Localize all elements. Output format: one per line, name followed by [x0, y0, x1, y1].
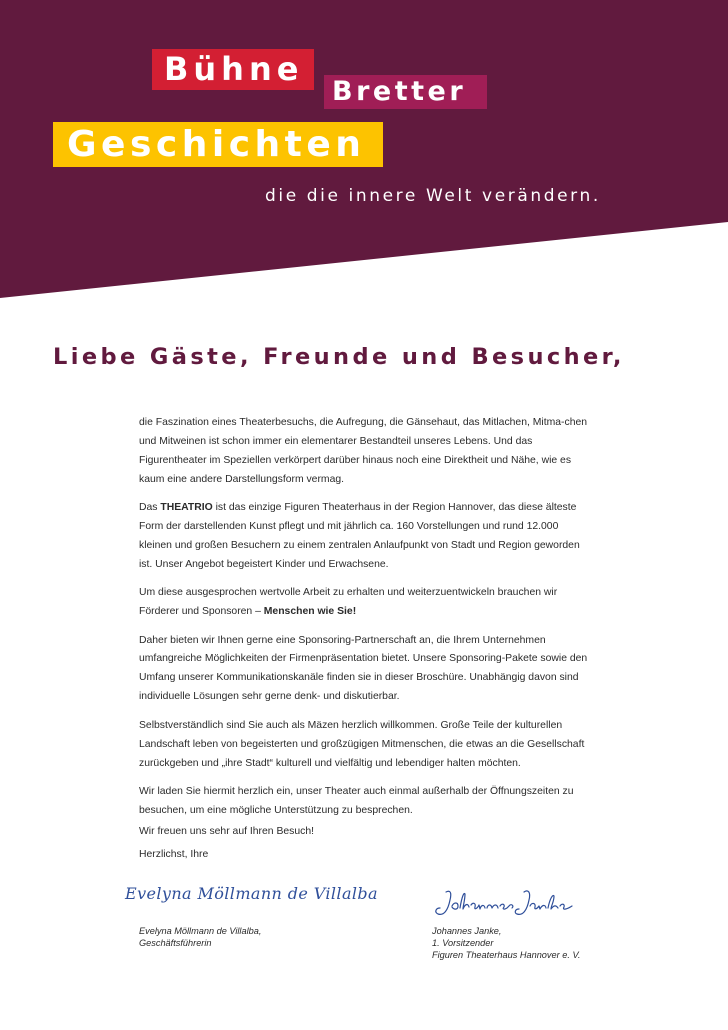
header-subtitle: die die innere Welt verändern. — [265, 186, 601, 206]
theatrio-name: THEATRIO — [160, 502, 213, 514]
tag-geschichten: Geschichten — [53, 122, 383, 167]
paragraph-4: Daher bieten wir Ihnen gerne eine Sponsoring-Partnerschaft an, die Ihrem Unternehmen umfangreiche Möglichkeiten der Firmenpräsentation bietet. Unsere Sponsoring-Pakete sowie den Umfang unserer Kommunikationskanäle finden sie in dieser Broschüre. Unabhängig davon sind individuelle Lösungen sehr gerne denk- und diskutierbar. — [139, 634, 588, 703]
signer-right-org: Figuren Theaterhaus Hannover e. V. — [432, 949, 581, 960]
paragraph-6: Wir laden Sie hiermit herzlich ein, unser Theater auch einmal außerhalb der Öffnungszeiten zu besuchen, um eine mögliche Unterstützung zu besprechen. — [139, 785, 574, 816]
closing-line-2: Herzlichst, Ihre — [139, 849, 209, 860]
signature-right — [432, 886, 578, 922]
signer-right-name: Johannes Janke, — [432, 926, 502, 936]
paragraph-2-post: ist das einzige Figuren Theaterhaus in der Region Hannover, das diese älteste Form der darstellenden Kunst pflegt und mit jährlich ca. 160 Vorstellungen und rund 12.000 kleinen und großen Besuchern zu einem zentralen Anlaufpunkt von Stadt und Region geworden ist. Unser Angebot begeistert Kinder und Erwachsene. — [139, 502, 580, 570]
paragraph-5: Selbstverständlich sind Sie auch als Mäzen herzlich willkommen. Große Teile der kulturellen Landschaft leben von begeisterten und großzügigen Mitmenschen, die etwas an die Gesellschaft zurückgeben und „ihre Stadt“ kulturell und vielfältig und lebendiger halten möchten. — [139, 719, 585, 769]
menschen-wie-sie: Menschen wie Sie! — [263, 606, 357, 618]
closing-line-1: Wir freuen uns sehr auf Ihren Besuch! — [139, 826, 314, 837]
closing — [139, 826, 314, 872]
paragraph-1: die Faszination eines Theaterbesuchs, die Aufregung, die Gänsehaut, das Mitlachen, Mitma-chen und Mitweinen ist schon immer ein elementarer Bestandteil unseres Lebens. Und das Figurentheater im Speziellen verkörpert darüber hinaus noch eine Direktheit und Nähe, wie es kaum eine andere Darstellungsform vermag. — [139, 417, 588, 485]
signature-left: Evelyna Möllmann de Villalba — [125, 884, 378, 903]
signer-left-name: Evelyna Möllmann de Villalba, — [139, 926, 262, 936]
signer-left-role: Geschäftsführerin — [139, 937, 212, 948]
letter-body — [139, 414, 594, 830]
signer-right-role: 1. Vorsitzender — [432, 937, 494, 948]
paragraph-2-pre: Das — [139, 502, 161, 514]
paragraph-3-pre: Um diese ausgesprochen wertvolle Arbeit zu erhalten und weiterzuentwickeln brauchen wir Förderer und Sponsoren – — [139, 587, 558, 618]
paragraph-3 — [139, 584, 594, 622]
signer-right — [432, 926, 580, 961]
signer-left — [139, 926, 261, 950]
tag-bretter: Bretter — [324, 75, 487, 109]
greeting-heading: Liebe Gäste, Freunde und Besucher, — [53, 344, 625, 370]
paragraph-2 — [139, 499, 594, 575]
tag-buehne: Bühne — [152, 49, 314, 90]
